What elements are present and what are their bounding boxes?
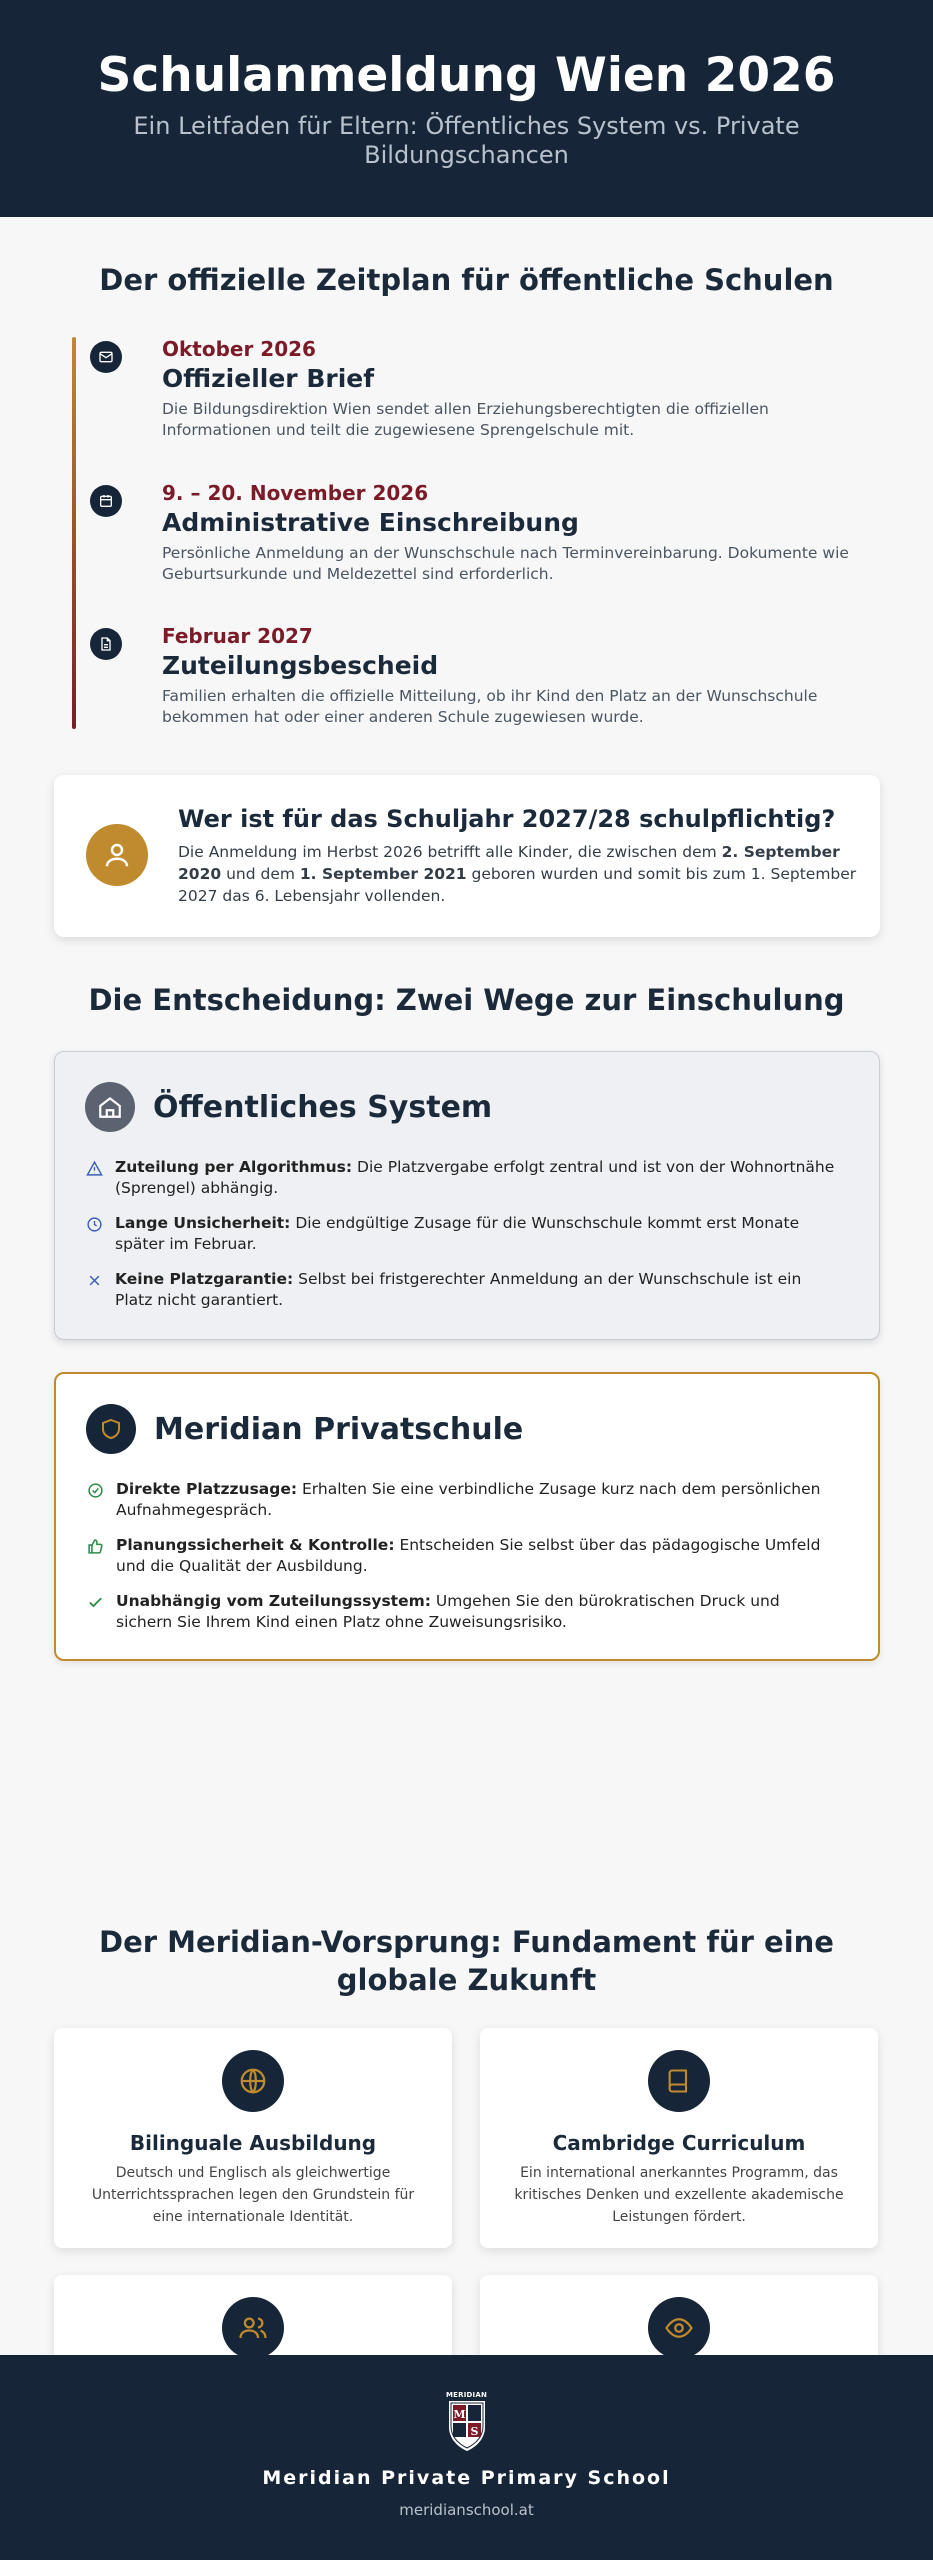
user-icon bbox=[86, 824, 148, 886]
timeline-item bbox=[90, 337, 880, 441]
users-icon bbox=[222, 2297, 284, 2359]
decision-title: Die Entscheidung: Zwei Wege zur Einschulung bbox=[88, 983, 845, 1017]
timeline-text: Persönliche Anmeldung an der Wunschschule nach Terminvereinbarung. Dokumente wie Geburtsurkunde und Meldezettel sind erforderlich. bbox=[162, 544, 849, 583]
timeline-text: Familien erhalten die offizielle Mitteilung, ob ihr Kind den Platz an der Wunschschule bekommen hat oder einer anderen Schule zugewiesen wurde. bbox=[162, 687, 818, 726]
footer bbox=[0, 2355, 933, 2560]
svg-text:S: S bbox=[470, 2425, 478, 2438]
home-icon bbox=[85, 1082, 135, 1132]
timeline-heading: Offizieller Brief bbox=[162, 364, 375, 393]
feature-title: Bilinguale Ausbildung bbox=[129, 2131, 377, 2155]
main-content bbox=[2, 217, 931, 2355]
mail-icon bbox=[90, 341, 122, 373]
x-icon bbox=[85, 1271, 103, 1289]
list-item: Keine Platzgarantie: Selbst bei fristgerechter Anmeldung an der Wunschschule ist ein Platz nicht garantiert. bbox=[85, 1269, 849, 1311]
page-subtitle: Ein Leitfaden für Eltern: Öffentliches System vs. Private Bildungschancen bbox=[133, 112, 800, 169]
timeline-title: Der offizielle Zeitplan für öffentliche Schulen bbox=[99, 263, 834, 297]
clock-icon bbox=[85, 1215, 103, 1233]
timeline-date: Februar 2027 bbox=[162, 624, 313, 648]
eligibility-text: Die Anmeldung im Herbst 2026 betrifft alle Kinder, die zwischen dem 2. September 2020 und dem 1. September 2021 geboren wurden und somit bis zum 1. September 2027 das 6. Lebensjahr vollenden. bbox=[178, 843, 857, 905]
timeline-heading: Zuteilungsbescheid bbox=[162, 651, 439, 680]
globe-icon bbox=[222, 2050, 284, 2112]
school-logo: MERIDIAN M S bbox=[445, 2391, 489, 2455]
timeline bbox=[72, 337, 882, 727]
public-system-card bbox=[54, 1051, 880, 1340]
book-icon bbox=[648, 2050, 710, 2112]
timeline-date: 9. – 20. November 2026 bbox=[162, 481, 429, 505]
calendar-icon bbox=[90, 485, 122, 517]
feature-card bbox=[480, 2028, 878, 2248]
feature-card bbox=[54, 2028, 452, 2248]
list-item: Zuteilung per Algorithmus: Die Platzvergabe erfolgt zentral und ist von der Wohnortnähe (Sprengel) abhängig. bbox=[85, 1157, 849, 1199]
timeline-heading: Administrative Einschreibung bbox=[162, 508, 579, 537]
eye-icon bbox=[648, 2297, 710, 2359]
check-circle-icon bbox=[86, 1481, 104, 1499]
feature-title: Cambridge Curriculum bbox=[552, 2131, 806, 2155]
feature-text: Ein international anerkanntes Programm, das kritisches Denken und exzellente akademische Leistungen fördert. bbox=[514, 2165, 844, 2225]
feature-text: Deutsch und Englisch als gleichwertige Unterrichtssprachen legen den Grundstein für eine internationale Identität. bbox=[91, 2165, 415, 2225]
list-item: Lange Unsicherheit: Die endgültige Zusage für die Wunschschule kommt erst Monate später im Februar. bbox=[85, 1213, 849, 1255]
check-icon bbox=[86, 1593, 104, 1611]
eligibility-card bbox=[54, 775, 880, 937]
hero-header bbox=[0, 0, 933, 217]
private-school-title: Meridian Privatschule bbox=[154, 1411, 524, 1447]
shield-icon bbox=[86, 1404, 136, 1454]
list-item: Unabhängig vom Zuteilungssystem: Umgehen Sie den bürokratischen Druck und sichern Sie Ihrem Kind einen Platz ohne Zuweisungsrisiko. bbox=[86, 1591, 848, 1633]
timeline-date: Oktober 2026 bbox=[162, 337, 316, 361]
timeline-item bbox=[90, 624, 880, 728]
timeline-bar bbox=[72, 337, 76, 729]
warning-icon bbox=[85, 1159, 103, 1177]
page-title: Schulanmeldung Wien 2026 bbox=[97, 48, 836, 103]
svg-text:M: M bbox=[452, 2408, 466, 2421]
list-item: Planungssicherheit & Kontrolle: Entscheiden Sie selbst über das pädagogische Umfeld und die Qualität der Ausbildung. bbox=[86, 1535, 848, 1577]
eligibility-title: Wer ist für das Schuljahr 2027/28 schulpflichtig? bbox=[178, 805, 836, 833]
timeline-item bbox=[90, 481, 880, 585]
timeline-text: Die Bildungsdirektion Wien sendet allen Erziehungsberechtigten die offiziellen Informationen und teilt die zugewiesene Sprengelschule mit. bbox=[162, 400, 769, 439]
school-url[interactable]: meridianschool.at bbox=[399, 2501, 534, 2519]
thumbs-up-icon bbox=[86, 1537, 104, 1555]
school-name: Meridian Private Primary School bbox=[262, 2467, 671, 2489]
public-system-title: Öffentliches System bbox=[153, 1089, 493, 1125]
private-school-card bbox=[54, 1372, 880, 1661]
document-icon bbox=[90, 628, 122, 660]
advantage-title: Der Meridian-Vorsprung: Fundament für eine globale Zukunft bbox=[99, 1925, 834, 1997]
list-item: Direkte Platzzusage: Erhalten Sie eine verbindliche Zusage kurz nach dem persönlichen Aufnahmegespräch. bbox=[86, 1479, 848, 1521]
